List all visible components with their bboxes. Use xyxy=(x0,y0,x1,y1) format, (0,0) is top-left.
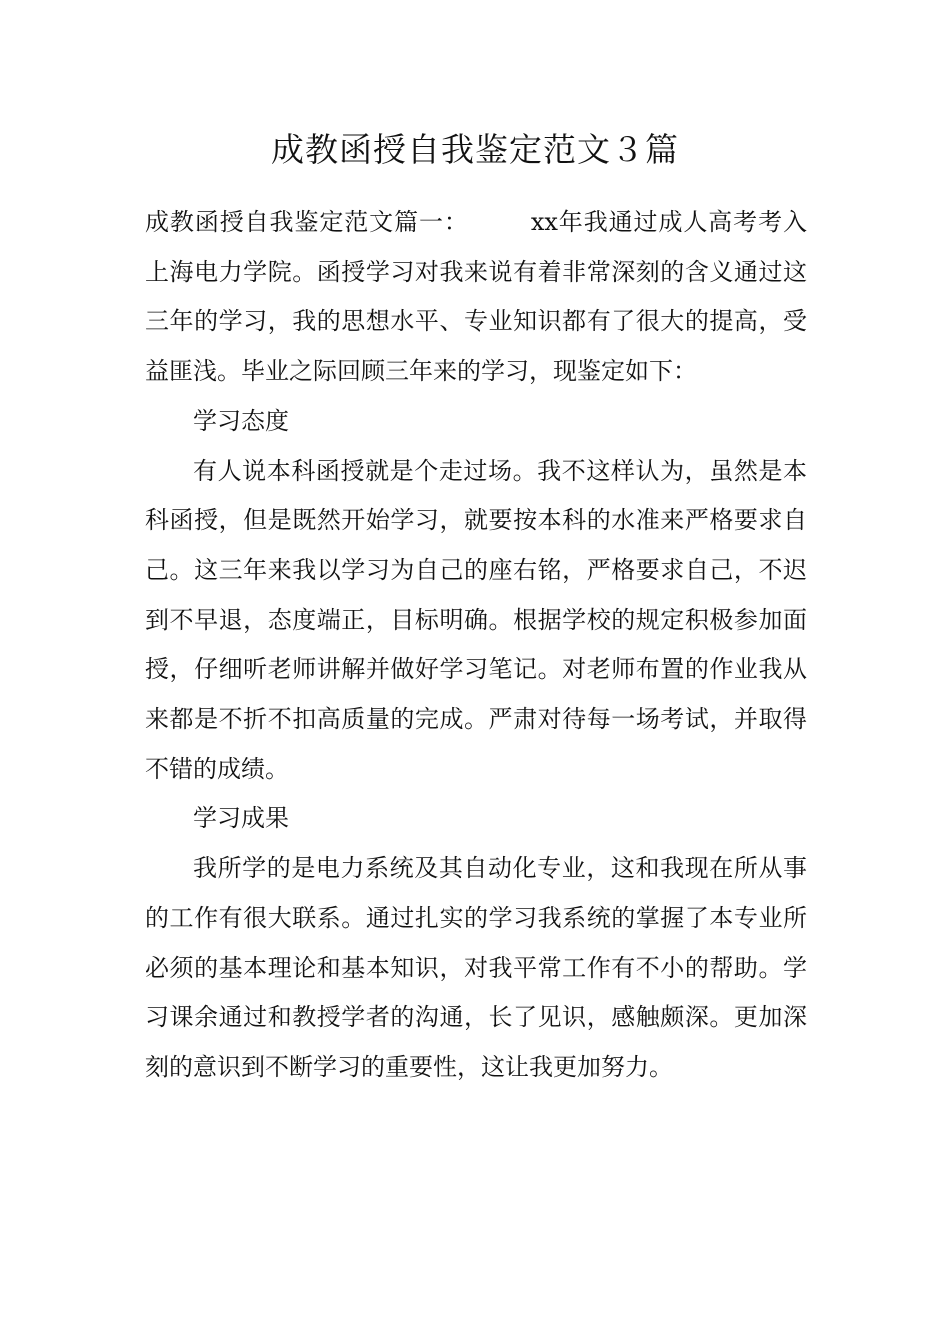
document-title: 成教函授自我鉴定范文３篇 xyxy=(271,130,679,169)
section-text-attitude: 有人说本科函授就是个走过场。我不这样认为，虽然是本科函授，但是既然开始学习，就要按本科的水准来严格要求自己。这三年来我以学习为自己的座右铭，严格要求自己，不迟到不早退，态度端正，目标明确。根据学校的规定积极参加面授，仔细听老师讲解并做好学习笔记。对老师布置的作业我从来都是不折不扣高质量的完成。严肃对待每一场考试，并取得不错的成绩。 xyxy=(145,456,807,783)
section-heading-attitude: 学习态度 xyxy=(193,406,289,435)
intro-text: xx年我通过成人高考考入上海电力学院。函授学习对我来说有着非常深刻的含义通过这三年的学习，我的思想水平、专业知识都有了很大的提高，受益匪浅。毕业之际回顾三年来的学习，现鉴定如下： xyxy=(145,208,807,386)
section-heading-results: 学习成果 xyxy=(193,804,289,833)
intro-label: 成教函授自我鉴定范文篇一： xyxy=(145,208,469,236)
document-body xyxy=(145,198,807,1093)
intro-paragraph xyxy=(145,198,807,397)
section-text-results: 我所学的是电力系统及其自动化专业，这和我现在所从事的工作有很大联系。通过扎实的学习我系统的掌握了本专业所必须的基本理论和基本知识，对我平常工作有不小的帮助。学习课余通过和教授学者的沟通，长了见识，感触颇深。更加深刻的意识到不断学习的重要性，这让我更加努力。 xyxy=(145,854,807,1081)
